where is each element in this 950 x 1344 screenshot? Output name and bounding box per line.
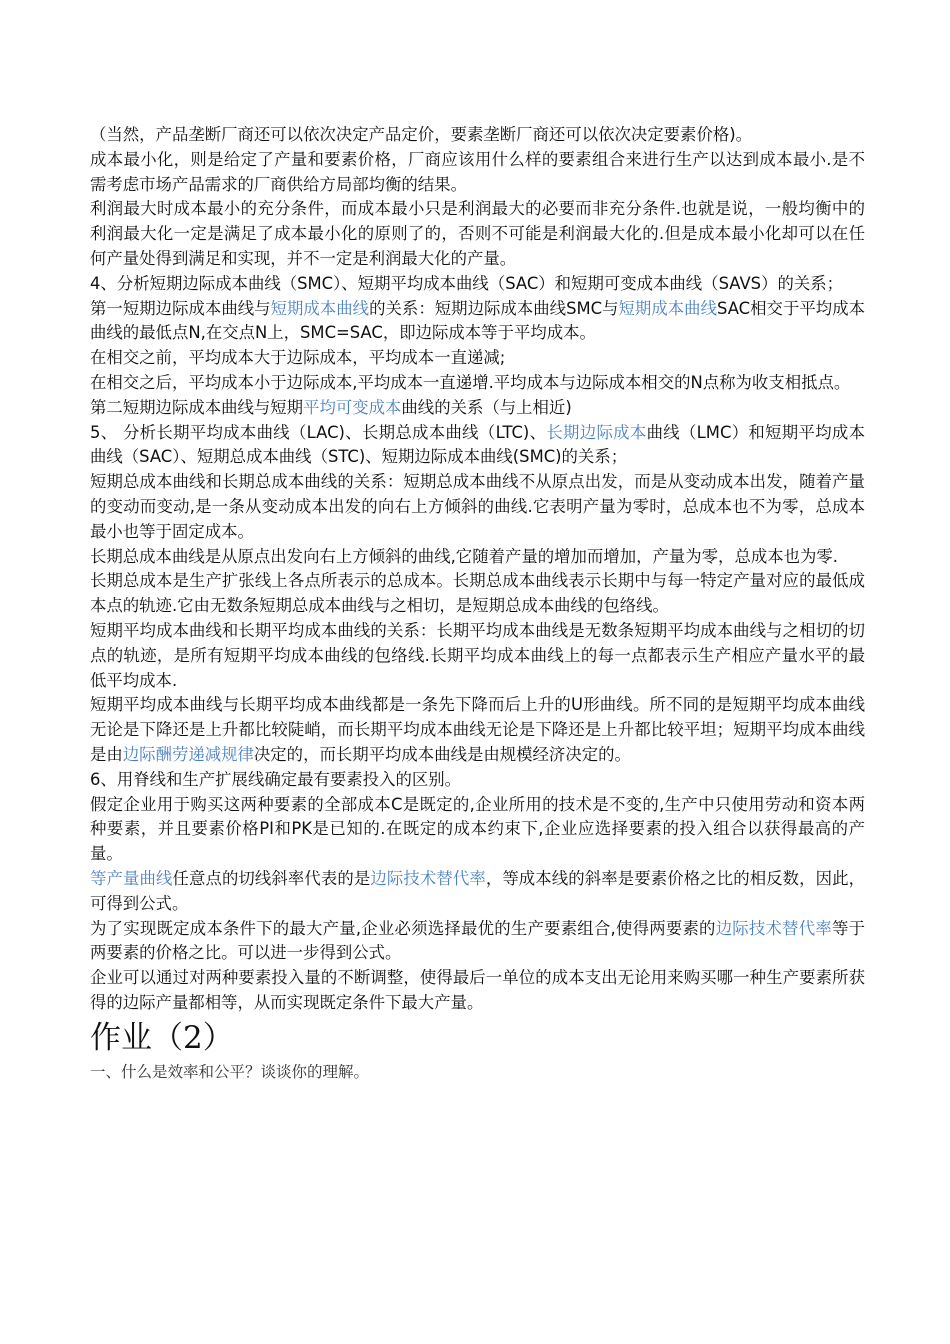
paragraph-text: SAC相交于平均成本曲线的最低点N,在交点N上，SMC=SAC，即边际成本等于平均成本。 (90, 298, 866, 343)
paragraph (90, 917, 865, 967)
paragraph (90, 768, 865, 793)
hyperlink[interactable]: 边际技术替代率 (715, 918, 833, 938)
paragraph (90, 197, 865, 271)
paragraph-text: 长期总成本是生产扩张线上各点所表示的总成本。长期总成本曲线表示长期中与每一特定产量对应的最低成本点的轨迹.它由无数条短期总成本曲线与之相切，是短期总成本曲线的包络线。 (90, 571, 865, 616)
paragraph-text: 短期总成本曲线和长期总成本曲线的关系：短期总成本曲线不从原点出发，而是从变动成本出发，随着产量的变动而变动,是一条从变动成本出发的向右上方倾斜的曲线.它表明产量为零时，总成本也不为零，总成本最小也等于固定成本。 (90, 472, 865, 541)
paragraph-text: 第二短期边际成本曲线与短期 (90, 397, 304, 417)
paragraph (90, 793, 865, 867)
paragraph-text: 长期总成本曲线是从原点出发向右上方倾斜的曲线,它随着产量的增加而增加，产量为零，总成本也为零. (90, 546, 838, 566)
paragraph-text: 5、 分析长期平均成本曲线（LAC)、长期总成本曲线（LTC)、 (90, 422, 547, 442)
hyperlink[interactable]: 等产量曲线 (90, 868, 173, 888)
paragraph (90, 346, 865, 371)
paragraph (90, 272, 865, 297)
paragraph (90, 693, 865, 767)
paragraph-text: 成本最小化，则是给定了产量和要素价格，厂商应该用什么样的要素组合来进行生产以达到成本最小.是不需考虑市场产品需求的厂商供给方局部均衡的结果。 (90, 149, 865, 194)
paragraph (90, 148, 865, 198)
paragraph-text: 企业可以通过对两种要素投入量的不断调整，使得最后一单位的成本支出无论用来购买哪一种生产要素所获得的边际产量都相等，从而实现既定条件下最大产量。 (90, 968, 865, 1012)
hyperlink[interactable]: 短期成本曲线 (618, 298, 718, 318)
question-text: 一、什么是效率和公平？谈谈你的理解。 (90, 1062, 370, 1081)
paragraph-text: 的关系：短期边际成本曲线SMC与 (369, 298, 619, 318)
paragraph-text: 决定的，而长期平均成本曲线是由规模经济决定的。 (253, 744, 631, 764)
document-body (90, 123, 865, 1084)
paragraph (90, 867, 865, 917)
paragraph-text: ，等成本线的斜率是要素价格之比的相反数，因此，可得到公式。 (90, 868, 866, 913)
paragraph-text: 6、用脊线和生产扩展线确定最有要素投入的区别。 (90, 769, 462, 789)
paragraph-list (90, 123, 865, 1016)
paragraph (90, 123, 865, 148)
paragraph-text: 短期平均成本曲线与长期平均成本曲线都是一条先下降而后上升的U形曲线。所不同的是短期平均成本曲线无论是下降还是上升都比较陡峭，而长期平均成本曲线无论是下降还是上升都比较平坦；短期平均成本曲线是由 (90, 695, 865, 764)
paragraph (90, 545, 865, 570)
hyperlink[interactable]: 短期成本曲线 (270, 298, 370, 318)
paragraph (90, 470, 865, 544)
paragraph-text: 4、分析短期边际成本曲线（SMC）、短期平均成本曲线（SAC）和短期可变成本曲线（SAVS）的关系； (90, 273, 844, 293)
section-heading: 作业（2） (90, 1019, 234, 1056)
hyperlink[interactable]: 平均可变成本 (303, 397, 402, 417)
paragraph (90, 421, 865, 471)
paragraph-text: 曲线（LMC）和短期平均成本曲线（SAC）、短期总成本曲线（STC)、短期边际成本曲线(SMC)的关系； (90, 422, 865, 467)
paragraph-text: 等于两要素的价格之比。可以进一步得到公式。 (90, 918, 866, 963)
hyperlink[interactable]: 边际酬劳递减规律 (122, 744, 254, 764)
paragraph (90, 966, 865, 1016)
paragraph (90, 569, 865, 619)
paragraph-text: 利润最大时成本最小的充分条件，而成本最小只是利润最大的必要而非充分条件.也就是说，一般均衡中的利润最大化一定是满足了成本最小化的原则了的，否则不可能是利润最大化的.但是成本最小化却可以在任何产量处得到满足和实现，并不一定是利润最大化的产量。 (90, 199, 865, 268)
paragraph (90, 297, 865, 347)
paragraph-text: 第一短期边际成本曲线与 (90, 298, 271, 318)
paragraph-text: 任意点的切线斜率代表的是 (172, 868, 371, 888)
hyperlink[interactable]: 边际技术替代率 (370, 868, 486, 888)
paragraph-text: （当然，产品垄断厂商还可以依次决定产品定价，要素垄断厂商还可以依次决定要素价格)。 (90, 125, 753, 144)
paragraph (90, 371, 865, 396)
paragraph-text: 短期平均成本曲线和长期平均成本曲线的关系：长期平均成本曲线是无数条短期平均成本曲线与之相切的切点的轨迹，是所有短期平均成本曲线的包络线.长期平均成本曲线上的每一点都表示生产相应产量水平的最低平均成本. (90, 620, 865, 690)
paragraph-text: 为了实现既定成本条件下的最大产量,企业必须选择最优的生产要素组合,使得两要素的 (90, 918, 716, 938)
paragraph-text: 曲线的关系（与上相近) (401, 397, 572, 417)
paragraph-text: 在相交之后，平均成本小于边际成本,平均成本一直递增.平均成本与边际成本相交的N点称为收支相抵点。 (90, 372, 851, 392)
paragraph-text: 假定企业用于购买这两种要素的全部成本C是既定的,企业所用的技术是不变的,生产中只使用劳动和资本两种要素，并且要素价格PI和PK是已知的.在既定的成本约束下,企业应选择要素的投入组合以获得最高的产量。 (90, 794, 865, 864)
paragraph-text: 在相交之前，平均成本大于边际成本，平均成本一直递减; (90, 348, 506, 368)
paragraph (90, 396, 865, 421)
hyperlink[interactable]: 长期边际成本 (546, 422, 647, 442)
paragraph (90, 619, 865, 693)
